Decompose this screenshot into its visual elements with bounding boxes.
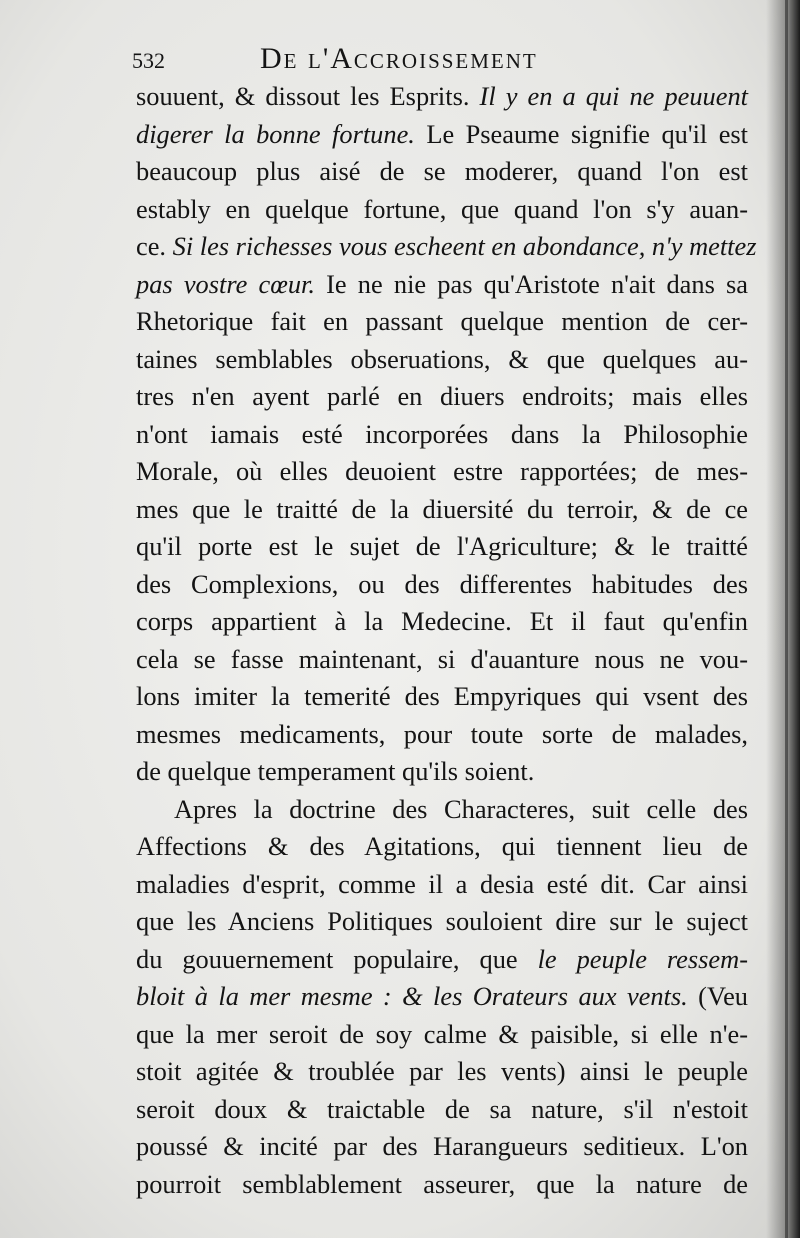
- text-run: tres n'en ayent parlé en diuers endroits; mais elles: [136, 381, 748, 411]
- text-run: mes que le traitté de la diuersité du terroir, & de ce: [136, 493, 748, 524]
- text-line: [136, 716, 748, 754]
- text-line: [136, 153, 748, 191]
- text-run: corps appartient à la Medecine. Et il faut qu'enfin: [136, 606, 748, 636]
- text-run: du gouuernement populaire, que: [136, 943, 538, 974]
- italic-text: le peuple ressem-: [537, 943, 748, 974]
- text-run: que les Anciens Politiques souloient dire sur le suject: [136, 906, 748, 936]
- page-number: 532: [132, 48, 165, 73]
- text-line: [136, 1128, 748, 1166]
- text-line: [136, 978, 748, 1016]
- text-run: Rhetorique fait en passant quelque mention de cer-: [136, 306, 748, 336]
- text-line: [136, 1166, 748, 1204]
- text-run: stoit agitée & troublée par les vents) ainsi le peuple: [136, 1056, 748, 1086]
- text-line: [136, 1053, 748, 1091]
- text-line: [136, 866, 748, 904]
- running-head: De l'Accroissement: [260, 42, 538, 75]
- text-line: [136, 491, 748, 529]
- italic-text: Il y en a qui ne peuuent: [479, 81, 748, 111]
- text-line: [136, 828, 748, 866]
- page-gutter-shadow: [766, 0, 800, 1238]
- text-line: [136, 941, 748, 979]
- text-run: (Veu: [687, 981, 748, 1011]
- text-line: [136, 303, 748, 341]
- text-run: Morale, où elles deuoient estre rapportées; de mes-: [136, 456, 748, 486]
- text-line: [136, 1091, 748, 1129]
- text-run: Ie ne nie pas qu'Aristote n'ait dans sa: [314, 268, 748, 299]
- text-run: ce.: [136, 231, 173, 261]
- text-line: [136, 753, 748, 791]
- italic-text: Si les richesses vous escheent en abondance, n'y mettez: [172, 231, 757, 261]
- text-line: [136, 416, 748, 454]
- text-line: [136, 791, 748, 829]
- text-line: [136, 641, 748, 679]
- text-line: [136, 341, 748, 379]
- text-run: mesmes medicaments, pour toute sorte de malades,: [136, 718, 748, 749]
- text-run: de quelque temperament qu'ils soient.: [136, 756, 535, 786]
- text-run: poussé & incité par des Harangueurs seditieux. L'on: [136, 1131, 748, 1161]
- text-line: [136, 116, 748, 154]
- text-line: [136, 528, 748, 566]
- text-line: [136, 228, 757, 266]
- text-line: [136, 191, 748, 229]
- text-line: [136, 453, 748, 491]
- text-run: maladies d'esprit, comme il a desia esté dit. Car ainsi: [136, 868, 748, 899]
- text-run: qu'il porte est le sujet de l'Agriculture; & le traitté: [136, 531, 748, 561]
- text-line: [136, 1016, 748, 1054]
- text-line: [136, 603, 748, 641]
- text-run: Apres la doctrine des Characteres, suit celle des: [174, 793, 748, 824]
- text-line: [136, 678, 748, 716]
- text-run: beaucoup plus aisé de se moderer, quand l'on est: [136, 156, 748, 186]
- body-text: [136, 78, 757, 1203]
- text-run: des Complexions, ou des differentes habitudes des: [136, 568, 748, 599]
- page-header: [132, 42, 742, 82]
- text-line: [136, 903, 748, 941]
- text-run: estably en quelque fortune, que quand l'on s'y auan-: [136, 193, 748, 224]
- text-run: pourroit semblablement asseurer, que la nature de: [136, 1168, 748, 1199]
- text-line: [136, 378, 748, 416]
- text-run: cela se fasse maintenant, si d'auanture nous ne vou-: [136, 643, 748, 674]
- italic-text: pas vostre cœur.: [136, 268, 315, 299]
- text-run: souuent, & dissout les Esprits.: [136, 81, 480, 111]
- text-line: [136, 566, 748, 604]
- page-edge: [785, 0, 788, 1238]
- text-line: [136, 78, 748, 116]
- italic-text: bloit à la mer mesme : & les Orateurs aux vents.: [136, 981, 688, 1011]
- text-run: lons imiter la temerité des Empyriques qui vsent des: [136, 681, 748, 711]
- text-line: [136, 266, 748, 304]
- text-run: taines semblables obseruations, & que quelques au-: [136, 343, 748, 374]
- text-run: que la mer seroit de soy calme & paisible, si elle n'e-: [136, 1018, 748, 1049]
- text-run: Affections & des Agitations, qui tiennent lieu de: [136, 831, 748, 861]
- text-run: n'ont iamais esté incorporées dans la Philosophie: [136, 418, 748, 449]
- text-run: Le Pseaume signifie qu'il est: [414, 118, 749, 149]
- text-run: seroit doux & traictable de sa nature, s'il n'estoit: [136, 1093, 748, 1124]
- italic-text: digerer la bonne fortune.: [136, 118, 415, 149]
